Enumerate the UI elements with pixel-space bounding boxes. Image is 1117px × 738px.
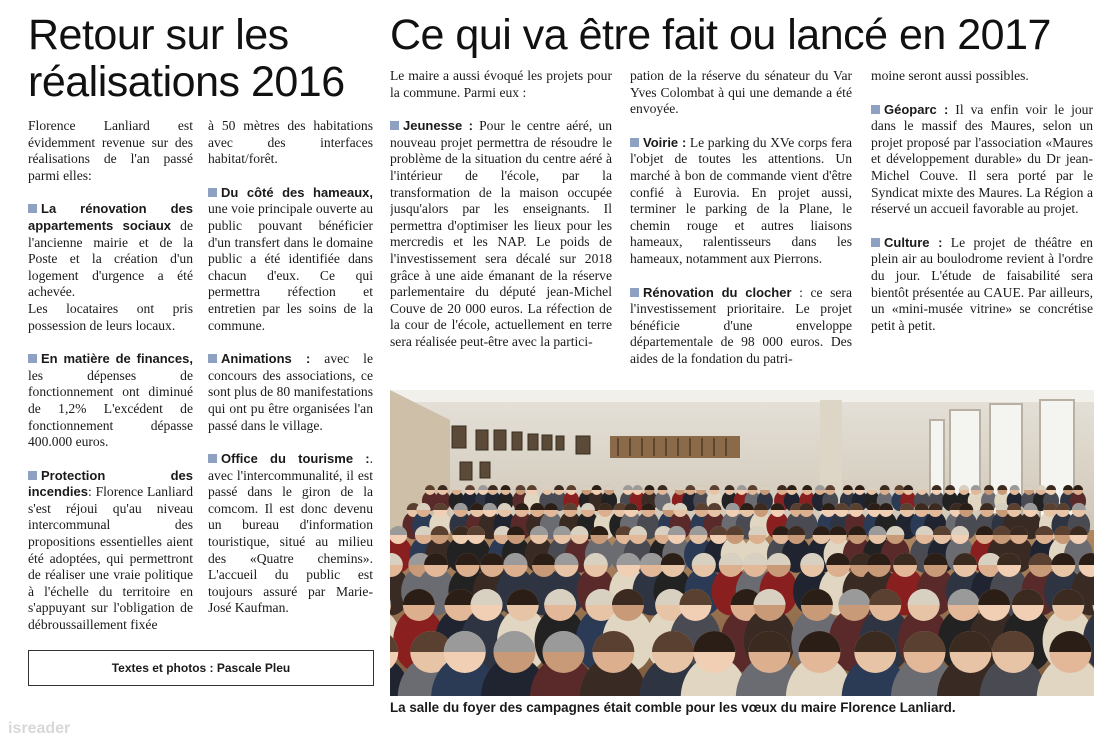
- left-col1-section-2: En matière de finances, les dépenses de fonctionnement ont diminué de 1,2% L'excédent de fonctionnement dépasse 400.000 euros.: [28, 351, 193, 450]
- right-column-1: [390, 68, 612, 378]
- left-col2-continuation: à 50 mètres des habitations avec des interfaces habitat/forêt.: [208, 118, 373, 167]
- left-col1-intro: Florence Lanliard est évidemment revenue sur des réalisations de l'an passé parmi elles:: [28, 118, 193, 183]
- left-column-1: [28, 118, 193, 648]
- bullet-square-icon: [208, 354, 217, 363]
- right-col2-section-1: Voirie : Le parking du XVe corps fera l'objet de toutes les attentions. Un marché à bon de commande vient d'être confié à Eurovia. En projet aussi, terminer le parking de la Plane, le chemin rouge et autres liaisons hameaux, ralentisseurs dans les hameaux, notamment aux Pierrons.: [630, 134, 852, 266]
- bullet-square-icon: [390, 121, 399, 130]
- bullet-square-icon: [871, 238, 880, 247]
- left-col2-section-1: Du côté des hameaux, une voie principale ouverte au public pouvant bénéficier d'un transfert dans le domaine public a été identifiée dans chacun d'eux. Ce qui permettra réfection et entretien par les soins de la commune.: [208, 184, 373, 333]
- bullet-square-icon: [28, 204, 37, 213]
- right-col2-continuation: pation de la réserve du sénateur du Var Yves Colombat à qui une demande a été envoyée.: [630, 68, 852, 117]
- right-col3-section-2: Culture : Le projet de théâtre en plein air au boulodrome revient à l'ordre du jour. L'étude de faisabilité sera bientôt présentée au CAUE. Par ailleurs, un «mini-musée vitrine» se concrétise petit à petit.: [871, 234, 1093, 333]
- left-col1-section-3: Protection des incendies: Florence Lanliard s'est réjoui qu'au niveau intercommunal des propositions essentielles aient été adoptées, qui permettront de réaliser une vraie politique à l'échelle du territoire en s'appuyant sur l'obligation de débroussaillement fixée: [28, 467, 193, 633]
- right-col2-section-2: Rénovation du clocher : ce sera l'investissement prioritaire. Le projet bénéficie d'une enveloppe départementale de 98 000 euros. Des aides de la fondation du patri-: [630, 284, 852, 366]
- left-column-2: [208, 118, 373, 648]
- bullet-square-icon: [630, 288, 639, 297]
- bullet-square-icon: [28, 471, 37, 480]
- bullet-square-icon: [28, 354, 37, 363]
- bullet-square-icon: [208, 188, 217, 197]
- bullet-square-icon: [871, 105, 880, 114]
- reader-watermark: isreader: [8, 720, 71, 737]
- photo-credit-box: Textes et photos : Pascale Pleu: [28, 650, 374, 686]
- left-headline: [28, 12, 378, 106]
- event-photo: [390, 390, 1094, 696]
- bullet-square-icon: [630, 138, 639, 147]
- left-col2-section-3: Office du tourisme :. avec l'intercommunalité, il est passé dans le giron de la comcom. Il est donc devenu un bureau d'information touristique, situé au milieu des «Quatre chemins». L'accueil du public est toujours assuré par Marie-José Kaufman.: [208, 451, 373, 616]
- right-column-3: [871, 68, 1093, 378]
- right-col1-intro: Le maire a aussi évoqué les projets pour la commune. Parmi eux :: [390, 68, 612, 100]
- right-col3-section-1: Géoparc : Il va enfin voir le jour dans le massif des Maures, selon un projet proposé par l'association «Maures et développement durable» du Dr jean-Michel Couve. Il sera porté par le Syndicat mixte des Maures. La Région a réservé un accueil favorable au projet.: [871, 101, 1093, 217]
- crowd-hall-image: [390, 390, 1094, 696]
- right-column-2: [630, 68, 852, 378]
- left-headline-line1: Retour sur les: [28, 11, 289, 59]
- right-headline: Ce qui va être fait ou lancé en 2017: [390, 11, 1051, 59]
- left-col1-section-1: La rénovation des appartements sociaux de l'ancienne mairie et de la Poste et la création d'un logement d'urgence a été achevée. Les locataires ont pris possession de leurs locaux.: [28, 201, 193, 333]
- right-col3-continuation: moine seront aussi possibles.: [871, 68, 1029, 83]
- bullet-square-icon: [208, 454, 217, 463]
- left-headline-line2: réalisations 2016: [28, 58, 345, 106]
- photo-caption: La salle du foyer des campagnes était comble pour les vœux du maire Florence Lanliard.: [390, 700, 956, 715]
- left-col2-section-2: Animations : avec le concours des associations, ce sont plus de 80 manifestations qui ont pu être organisées l'an passé dans le village.: [208, 351, 373, 433]
- right-col1-section-1: Jeunesse : Pour le centre aéré, un nouveau projet permettra de résoudre le problème de la situation du centre aéré à l'intérieur de l'école, par la transformation de la maison occupée jusqu'alors par les enseignants. Il permettra d'optimiser les lieux pour les mercredis et les NAP. Le poids de l'investissement sera décalé sur 2018 grâce à une aide émanant de la réserve parlementaire du député jean-Michel Couve de 20 000 euros. La réfection de la cour de l'école, actuellement en terre sera réalisée peut-être avec la partici-: [390, 118, 612, 349]
